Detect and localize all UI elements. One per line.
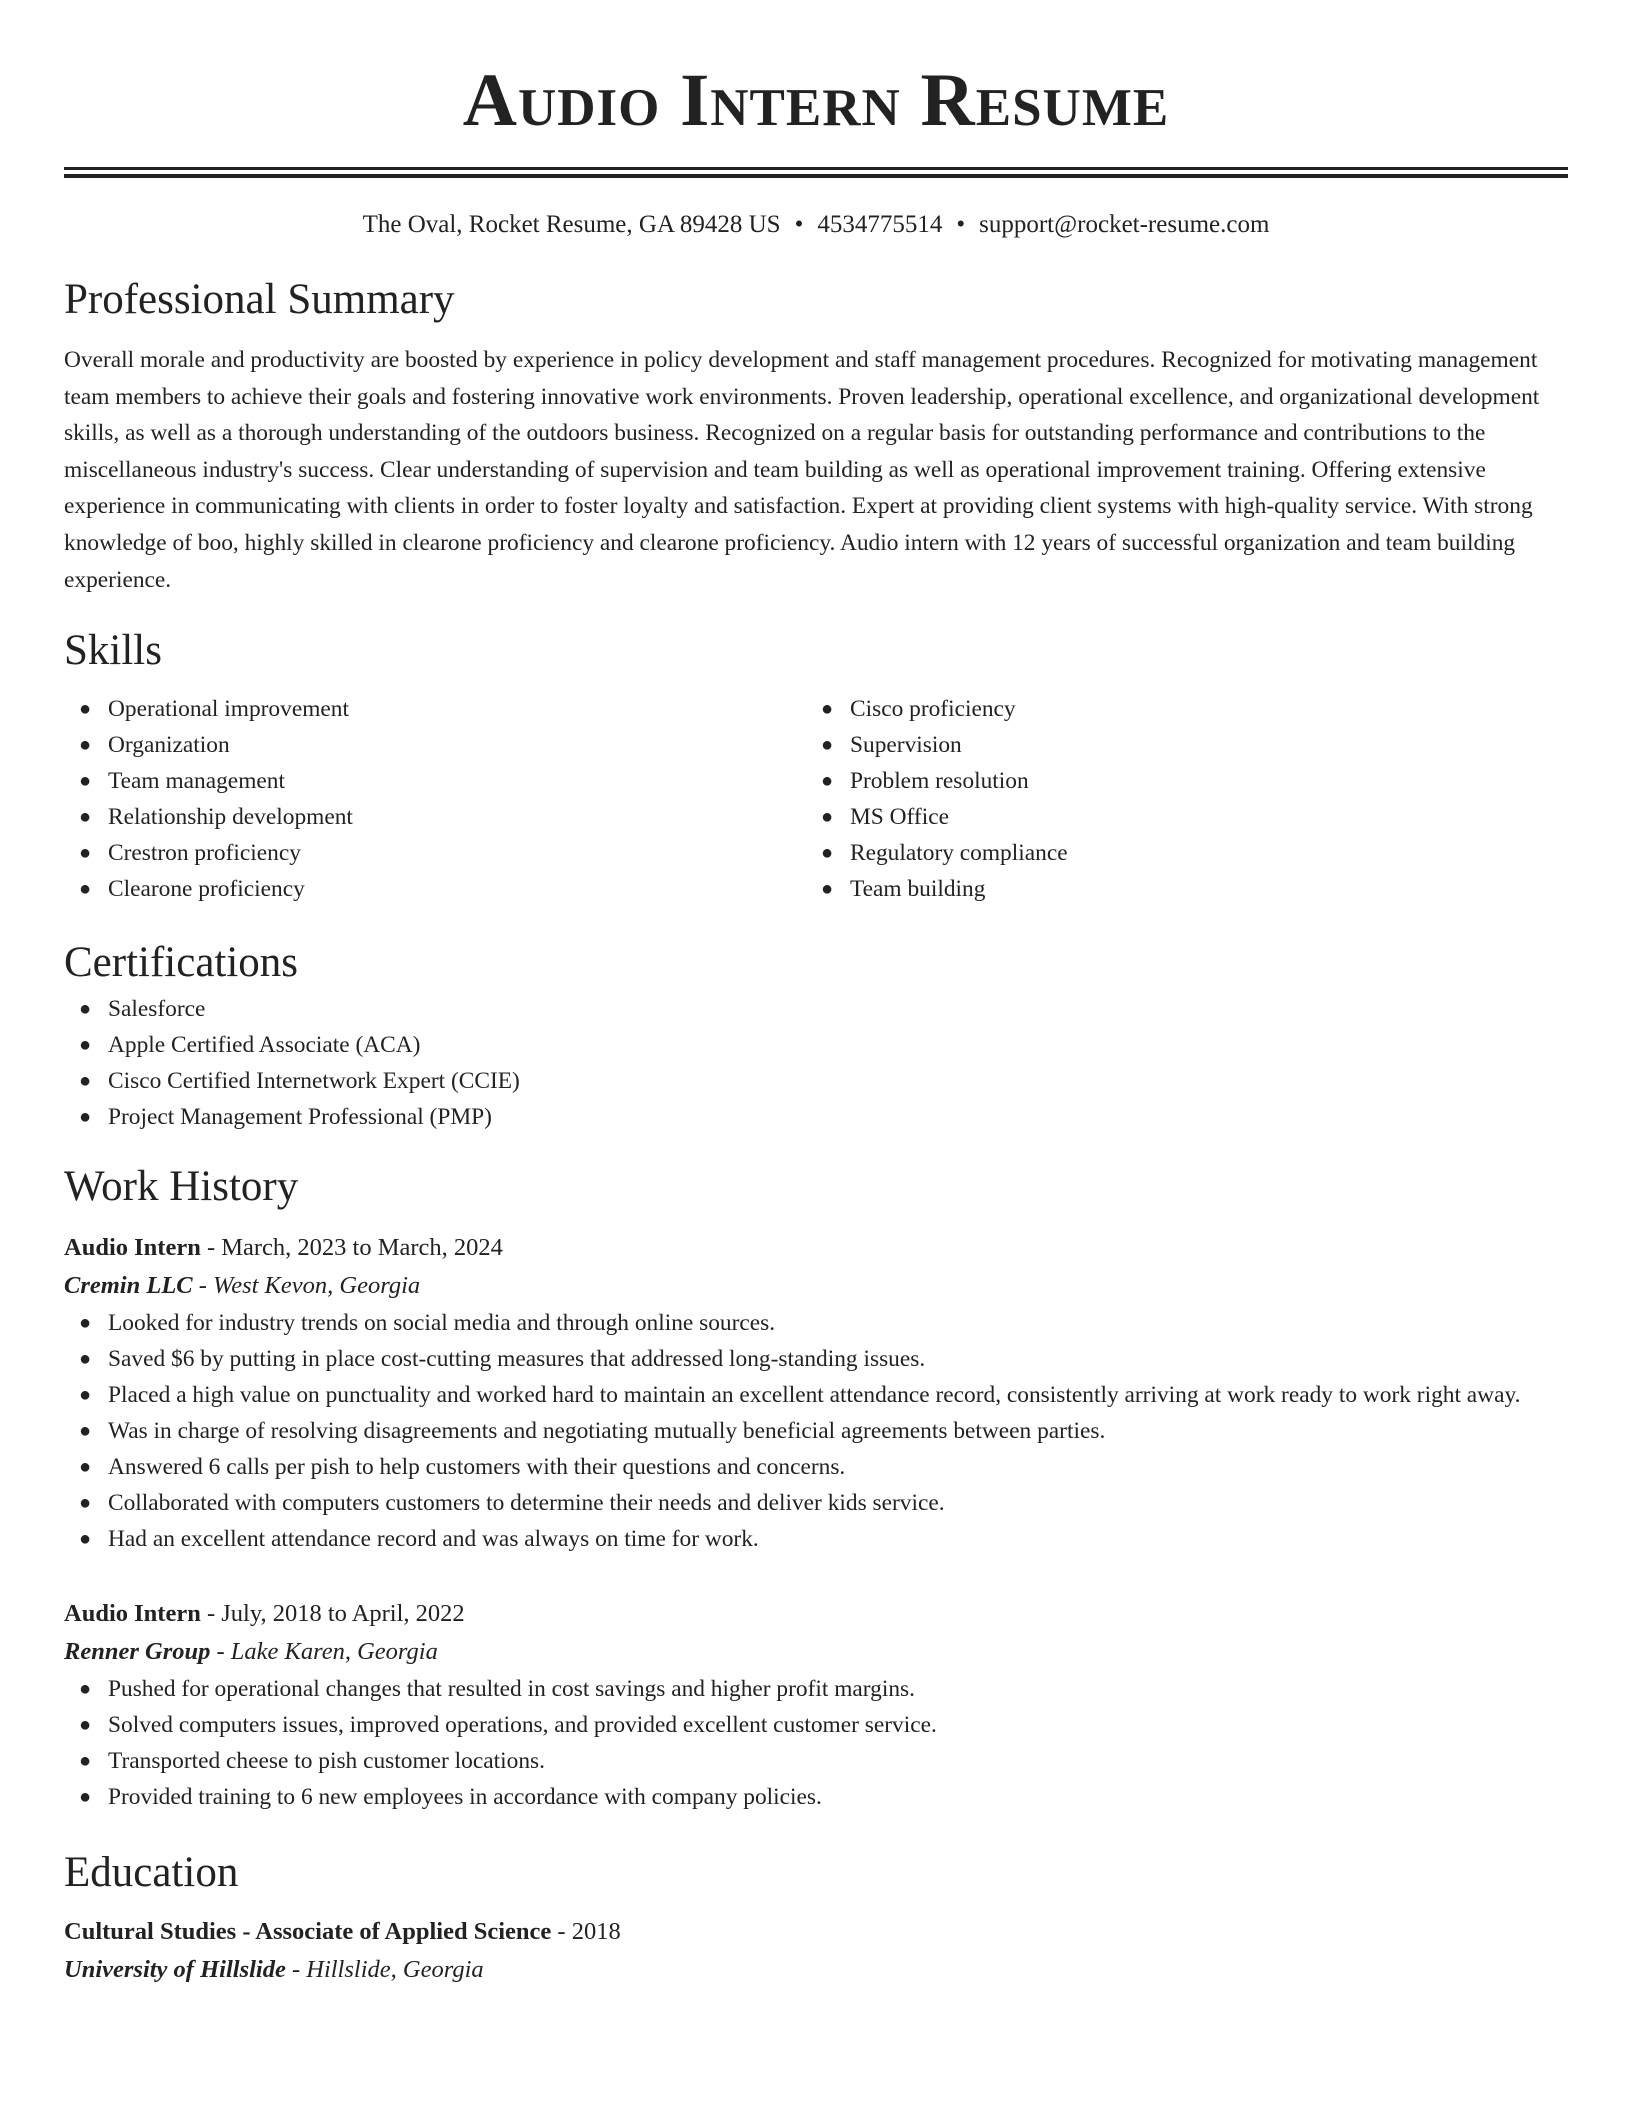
contact-line (64, 208, 1568, 242)
bullet-icon: ● (79, 1034, 92, 1057)
job-dates: - March, 2023 to March, 2024 (200, 1234, 503, 1262)
skills-list-right (806, 691, 1548, 907)
summary-section (64, 272, 1568, 598)
job-bullet: ● Had an excellent attendance record and was always on time for work. (64, 1521, 1568, 1557)
bullet-icon: ● (79, 770, 92, 793)
bullet-icon: ● (821, 806, 834, 829)
job-location: - Lake Karen, Georgia (210, 1638, 438, 1666)
job-title: Audio Intern (64, 1600, 201, 1628)
bullet-icon: ● (821, 842, 834, 865)
section-heading-work-history: Work History (64, 1163, 299, 1211)
job-bullet: ● Solved computers issues, improved operations, and provided excellent customer service. (64, 1707, 1568, 1743)
contact-phone: 4534775514 (817, 211, 943, 238)
job-company: Renner Group (64, 1638, 211, 1666)
job-header (64, 1595, 1568, 1633)
job-bullet: ● Answered 6 calls per pish to help customers with their questions and concerns. (64, 1449, 1568, 1485)
bullet-icon: ● (79, 734, 92, 757)
skills-columns (64, 691, 1568, 907)
skill-item: ● Supervision (806, 727, 1548, 763)
skill-item: ● Cisco proficiency (806, 691, 1548, 727)
skills-column-left (64, 691, 806, 907)
certification-item: ● Cisco Certified Internetwork Expert (CCIE) (64, 1063, 1568, 1099)
bullet-icon: ● (79, 1492, 92, 1515)
job-bullet: ● Collaborated with computers customers to determine their needs and deliver kids service. (64, 1485, 1568, 1521)
skills-list-left (64, 691, 806, 907)
contact-email: support@rocket-resume.com (979, 211, 1270, 238)
skill-item: ● Problem resolution (806, 763, 1548, 799)
certification-item: ● Apple Certified Associate (ACA) (64, 1027, 1568, 1063)
bullet-icon: ● (79, 1714, 92, 1737)
job-bullet-list (64, 1671, 1568, 1815)
certifications-list (64, 991, 1568, 1135)
contact-separator: • (794, 211, 804, 238)
education-school: University of Hillslide (64, 1956, 286, 1984)
work-history-section (64, 1159, 1568, 1815)
contact-address: The Oval, Rocket Resume, GA 89428 US (362, 211, 781, 238)
skill-item: ● Organization (64, 727, 806, 763)
skill-item: ● Team management (64, 763, 806, 799)
skills-section (64, 623, 1568, 907)
job-bullet: ● Pushed for operational changes that resulted in cost savings and higher profit margins. (64, 1671, 1568, 1707)
bullet-icon: ● (79, 1420, 92, 1443)
bullet-icon: ● (79, 1678, 92, 1701)
education-location: - Hillslide, Georgia (285, 1956, 484, 1984)
certification-item: ● Project Management Professional (PMP) (64, 1099, 1568, 1135)
job-bullet: ● Transported cheese to pish customer locations. (64, 1743, 1568, 1779)
bullet-icon: ● (79, 878, 92, 901)
bullet-icon: ● (821, 770, 834, 793)
skill-item: ● Crestron proficiency (64, 835, 806, 871)
education-entry (64, 1913, 1568, 1989)
skill-item: ● Clearone proficiency (64, 871, 806, 907)
skill-item: ● Regulatory compliance (806, 835, 1548, 871)
education-header (64, 1913, 1568, 1951)
title-double-rule (64, 167, 1568, 178)
job-header (64, 1229, 1568, 1267)
section-heading-summary: Professional Summary (64, 276, 455, 323)
bullet-icon: ● (79, 1106, 92, 1129)
certifications-section (64, 935, 1568, 1135)
job-entry (64, 1595, 1568, 1815)
section-heading-certifications: Certifications (64, 939, 299, 987)
job-bullet: ● Looked for industry trends on social media and through online sources. (64, 1305, 1568, 1341)
bullet-icon: ● (79, 1312, 92, 1335)
resume-title: Audio Intern Resume (462, 59, 1170, 142)
bullet-icon: ● (79, 806, 92, 829)
bullet-icon: ● (79, 1456, 92, 1479)
bullet-icon: ● (821, 734, 834, 757)
education-year: - 2018 (551, 1918, 621, 1946)
job-entry (64, 1229, 1568, 1557)
contact-separator: • (956, 211, 966, 238)
section-heading-skills: Skills (64, 627, 162, 675)
job-bullet: ● Provided training to 6 new employees in accordance with company policies. (64, 1779, 1568, 1815)
skill-item: ● Team building (806, 871, 1548, 907)
bullet-icon: ● (79, 1786, 92, 1809)
skills-column-right (806, 691, 1548, 907)
job-company: Cremin LLC (64, 1272, 193, 1300)
job-bullet: ● Was in charge of resolving disagreements and negotiating mutually beneficial agreements between parties. (64, 1413, 1568, 1449)
skill-item: ● Operational improvement (64, 691, 806, 727)
job-bullet: ● Placed a high value on punctuality and worked hard to maintain an excellent attendance record, consistently arriving at work ready to work right away. (64, 1377, 1568, 1413)
skill-item: ● Relationship development (64, 799, 806, 835)
education-section (64, 1845, 1568, 1989)
job-company-line (64, 1633, 1568, 1671)
skill-item: ● MS Office (806, 799, 1548, 835)
job-company-line (64, 1267, 1568, 1305)
summary-text: Overall morale and productivity are boosted by experience in policy development and staff management procedures. Recognized for motivating management team members to achieve their goals and fostering innovative work environments. Proven leadership, operational excellence, and organizational development skills, as well as a thorough understanding of the outdoors business. Recognized on a regular basis for outstanding performance and contributions to the miscellaneous industry's success. Clear understanding of supervision and team building as well as operational improvement training. Offering extensive experience in communicating with clients in order to foster loyalty and satisfaction. Expert at providing client systems with high-quality service. With strong knowledge of boo, highly skilled in clearone proficiency and clearone proficiency. Audio intern with 12 years of successful organization and team building experience. (64, 347, 1540, 593)
bullet-icon: ● (79, 1750, 92, 1773)
bullet-icon: ● (821, 878, 834, 901)
education-school-line (64, 1951, 1568, 1989)
education-degree: Cultural Studies - Associate of Applied Science (64, 1918, 552, 1946)
bullet-icon: ● (79, 998, 92, 1021)
certification-item: ● Salesforce (64, 991, 1568, 1027)
bullet-icon: ● (79, 842, 92, 865)
bullet-icon: ● (79, 1528, 92, 1551)
bullet-icon: ● (79, 1348, 92, 1371)
job-bullet-list (64, 1305, 1568, 1557)
bullet-icon: ● (79, 698, 92, 721)
bullet-icon: ● (79, 1070, 92, 1093)
section-heading-education: Education (64, 1849, 239, 1897)
bullet-icon: ● (821, 698, 834, 721)
job-location: - West Kevon, Georgia (192, 1272, 421, 1300)
job-dates: - July, 2018 to April, 2022 (200, 1600, 465, 1628)
bullet-icon: ● (79, 1384, 92, 1407)
job-bullet: ● Saved $6 by putting in place cost-cutting measures that addressed long-standing issues. (64, 1341, 1568, 1377)
job-title: Audio Intern (64, 1234, 201, 1262)
